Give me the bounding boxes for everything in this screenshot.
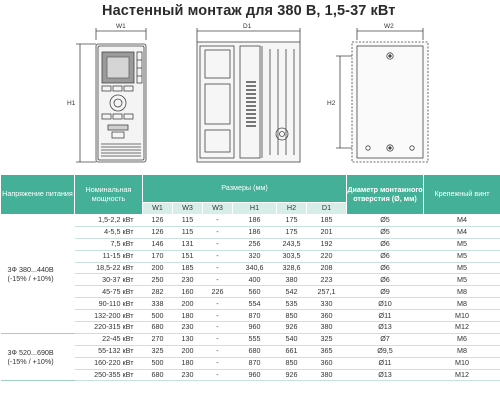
dim-label-h1: H1 <box>67 100 76 107</box>
cell-w1: 126 <box>143 215 173 227</box>
mounting-drawings <box>0 22 500 172</box>
cell-w3b: - <box>203 226 233 238</box>
table-row <box>1 357 500 369</box>
table-row <box>1 369 500 381</box>
cell-hole: Ø5 <box>347 215 424 227</box>
cell-h2: 328,6 <box>277 262 307 274</box>
cell-w3b: - <box>203 274 233 286</box>
header-screw: Крепежный винт <box>424 175 500 215</box>
cell-w3a: 230 <box>173 322 203 334</box>
cell-w3a: 200 <box>173 345 203 357</box>
header-hole: Диаметр монтажного отверстия (Ø, мм) <box>347 175 424 215</box>
cell-screw: M5 <box>424 274 500 286</box>
cell-w1: 338 <box>143 298 173 310</box>
dim-label-w2: W2 <box>384 23 394 30</box>
table-row <box>1 250 500 262</box>
cell-w3b: - <box>203 215 233 227</box>
cell-h2: 175 <box>277 215 307 227</box>
cell-w3b: - <box>203 369 233 381</box>
cell-screw: M10 <box>424 357 500 369</box>
table-row <box>1 286 500 298</box>
cell-d1: 380 <box>307 322 347 334</box>
cell-w3b: - <box>203 357 233 369</box>
cell-d1: 325 <box>307 333 347 345</box>
table-row <box>1 322 500 334</box>
cell-w3a: 151 <box>173 250 203 262</box>
cell-h2: 535 <box>277 298 307 310</box>
cell-power: 45-75 кВт <box>75 286 143 298</box>
table-row <box>1 345 500 357</box>
cell-power: 160-220 кВт <box>75 357 143 369</box>
cell-power: 132-200 кВт <box>75 310 143 322</box>
subheader-w3: W3 <box>173 203 203 215</box>
cell-hole: Ø9 <box>347 286 424 298</box>
cell-w1: 200 <box>143 262 173 274</box>
header-sizes: Размеры (мм) <box>143 175 347 203</box>
table-row <box>1 298 500 310</box>
cell-screw: M12 <box>424 322 500 334</box>
cell-w3b: - <box>203 322 233 334</box>
cell-d1: 220 <box>307 250 347 262</box>
page-title: Настенный монтаж для 380 В, 1,5-37 кВт <box>102 3 396 19</box>
cell-hole: Ø13 <box>347 369 424 381</box>
cell-w1: 270 <box>143 333 173 345</box>
cell-w1: 680 <box>143 322 173 334</box>
table-row <box>1 262 500 274</box>
cell-h2: 850 <box>277 357 307 369</box>
cell-d1: 257,1 <box>307 286 347 298</box>
cell-w3b: - <box>203 262 233 274</box>
cell-power: 18,5-22 кВт <box>75 262 143 274</box>
cell-screw: M4 <box>424 215 500 227</box>
cell-power: 1,5-2,2 кВт <box>75 215 143 227</box>
cell-h2: 926 <box>277 369 307 381</box>
cell-d1: 365 <box>307 345 347 357</box>
cell-h1: 186 <box>233 226 277 238</box>
cell-h2: 380 <box>277 274 307 286</box>
cell-h1: 555 <box>233 333 277 345</box>
cell-w1: 126 <box>143 226 173 238</box>
table-row <box>1 226 500 238</box>
cell-screw: M10 <box>424 310 500 322</box>
cell-w3a: 115 <box>173 226 203 238</box>
cell-hole: Ø7 <box>347 333 424 345</box>
cell-h1: 870 <box>233 357 277 369</box>
cell-w3a: 160 <box>173 286 203 298</box>
cell-h1: 340,6 <box>233 262 277 274</box>
cell-screw: M12 <box>424 369 500 381</box>
cell-h2: 661 <box>277 345 307 357</box>
cell-hole: Ø6 <box>347 274 424 286</box>
cell-h2: 926 <box>277 322 307 334</box>
cell-power: 11-15 кВт <box>75 250 143 262</box>
table-row <box>1 310 500 322</box>
cell-w1: 282 <box>143 286 173 298</box>
cell-w1: 500 <box>143 310 173 322</box>
subheader-h1: H1 <box>233 203 277 215</box>
cell-h2: 850 <box>277 310 307 322</box>
cell-h1: 320 <box>233 250 277 262</box>
cell-w1: 500 <box>143 357 173 369</box>
cell-hole: Ø13 <box>347 322 424 334</box>
cell-power: 90-110 кВт <box>75 298 143 310</box>
cell-w3a: 180 <box>173 310 203 322</box>
cell-h1: 256 <box>233 238 277 250</box>
subheader-d1: D1 <box>307 203 347 215</box>
cell-h1: 554 <box>233 298 277 310</box>
subheader-w3: W3 <box>203 203 233 215</box>
cell-hole: Ø9,5 <box>347 345 424 357</box>
cell-hole: Ø11 <box>347 310 424 322</box>
table-row <box>1 333 500 345</box>
table-row <box>1 215 500 227</box>
cell-w1: 170 <box>143 250 173 262</box>
cell-h1: 560 <box>233 286 277 298</box>
back-plate-drawing <box>336 28 428 162</box>
cell-hole: Ø6 <box>347 262 424 274</box>
cell-d1: 360 <box>307 357 347 369</box>
cell-screw: M8 <box>424 345 500 357</box>
cell-h2: 540 <box>277 333 307 345</box>
cell-d1: 201 <box>307 226 347 238</box>
cell-w3a: 180 <box>173 357 203 369</box>
cell-w3b: - <box>203 345 233 357</box>
voltage-group-cell: 3Ф 520...690В (-15% / +10%) <box>1 333 75 381</box>
table-row <box>1 274 500 286</box>
cell-h2: 303,5 <box>277 250 307 262</box>
header-voltage: Напряжение питания <box>1 175 75 215</box>
subheader-w1: W1 <box>143 203 173 215</box>
cell-power: 220-315 кВт <box>75 322 143 334</box>
cell-h1: 186 <box>233 215 277 227</box>
cell-h1: 960 <box>233 369 277 381</box>
cell-d1: 360 <box>307 310 347 322</box>
cell-w3a: 185 <box>173 262 203 274</box>
cell-w3b: - <box>203 238 233 250</box>
front-view-drawing <box>76 28 146 162</box>
cell-w3b: - <box>203 250 233 262</box>
voltage-group-cell: 3Ф 380...440В (-15% / +10%) <box>1 215 75 334</box>
cell-h2: 243,5 <box>277 238 307 250</box>
cell-h1: 400 <box>233 274 277 286</box>
cell-w3b: - <box>203 333 233 345</box>
cell-hole: Ø6 <box>347 238 424 250</box>
cell-h1: 870 <box>233 310 277 322</box>
cell-hole: Ø11 <box>347 357 424 369</box>
cell-d1: 223 <box>307 274 347 286</box>
cell-w3a: 115 <box>173 215 203 227</box>
cell-screw: M8 <box>424 286 500 298</box>
dim-label-w1: W1 <box>116 23 126 30</box>
cell-w3a: 230 <box>173 369 203 381</box>
cell-power: 30-37 кВт <box>75 274 143 286</box>
cell-w3a: 131 <box>173 238 203 250</box>
cell-h1: 680 <box>233 345 277 357</box>
dimensions-table <box>0 174 500 381</box>
cell-screw: M6 <box>424 333 500 345</box>
cell-w3b: - <box>203 298 233 310</box>
cell-d1: 185 <box>307 215 347 227</box>
cell-w3a: 130 <box>173 333 203 345</box>
cell-screw: M4 <box>424 226 500 238</box>
cell-power: 4-5,5 кВт <box>75 226 143 238</box>
cell-power: 55-132 кВт <box>75 345 143 357</box>
cell-d1: 208 <box>307 262 347 274</box>
cell-hole: Ø6 <box>347 250 424 262</box>
cell-w1: 146 <box>143 238 173 250</box>
cell-w1: 250 <box>143 274 173 286</box>
cell-h1: 960 <box>233 322 277 334</box>
cell-h2: 542 <box>277 286 307 298</box>
cell-h2: 175 <box>277 226 307 238</box>
dim-label-d1: D1 <box>243 23 252 30</box>
cell-w1: 325 <box>143 345 173 357</box>
cell-screw: M5 <box>424 238 500 250</box>
cell-hole: Ø5 <box>347 226 424 238</box>
cell-w3a: 230 <box>173 274 203 286</box>
dim-label-h2: H2 <box>327 100 336 107</box>
header-power: Номинальная мощность <box>75 175 143 215</box>
cell-w3b: - <box>203 310 233 322</box>
subheader-h2: H2 <box>277 203 307 215</box>
table-row <box>1 238 500 250</box>
cell-d1: 192 <box>307 238 347 250</box>
cell-screw: M8 <box>424 298 500 310</box>
cell-d1: 330 <box>307 298 347 310</box>
cell-w3a: 200 <box>173 298 203 310</box>
cell-d1: 380 <box>307 369 347 381</box>
cell-screw: M5 <box>424 250 500 262</box>
cell-w1: 680 <box>143 369 173 381</box>
cell-power: 22-45 кВт <box>75 333 143 345</box>
cell-hole: Ø10 <box>347 298 424 310</box>
cell-w3b: 226 <box>203 286 233 298</box>
cell-power: 250-355 кВт <box>75 369 143 381</box>
side-view-drawing <box>197 28 300 162</box>
cell-screw: M5 <box>424 262 500 274</box>
cell-power: 7,5 кВт <box>75 238 143 250</box>
